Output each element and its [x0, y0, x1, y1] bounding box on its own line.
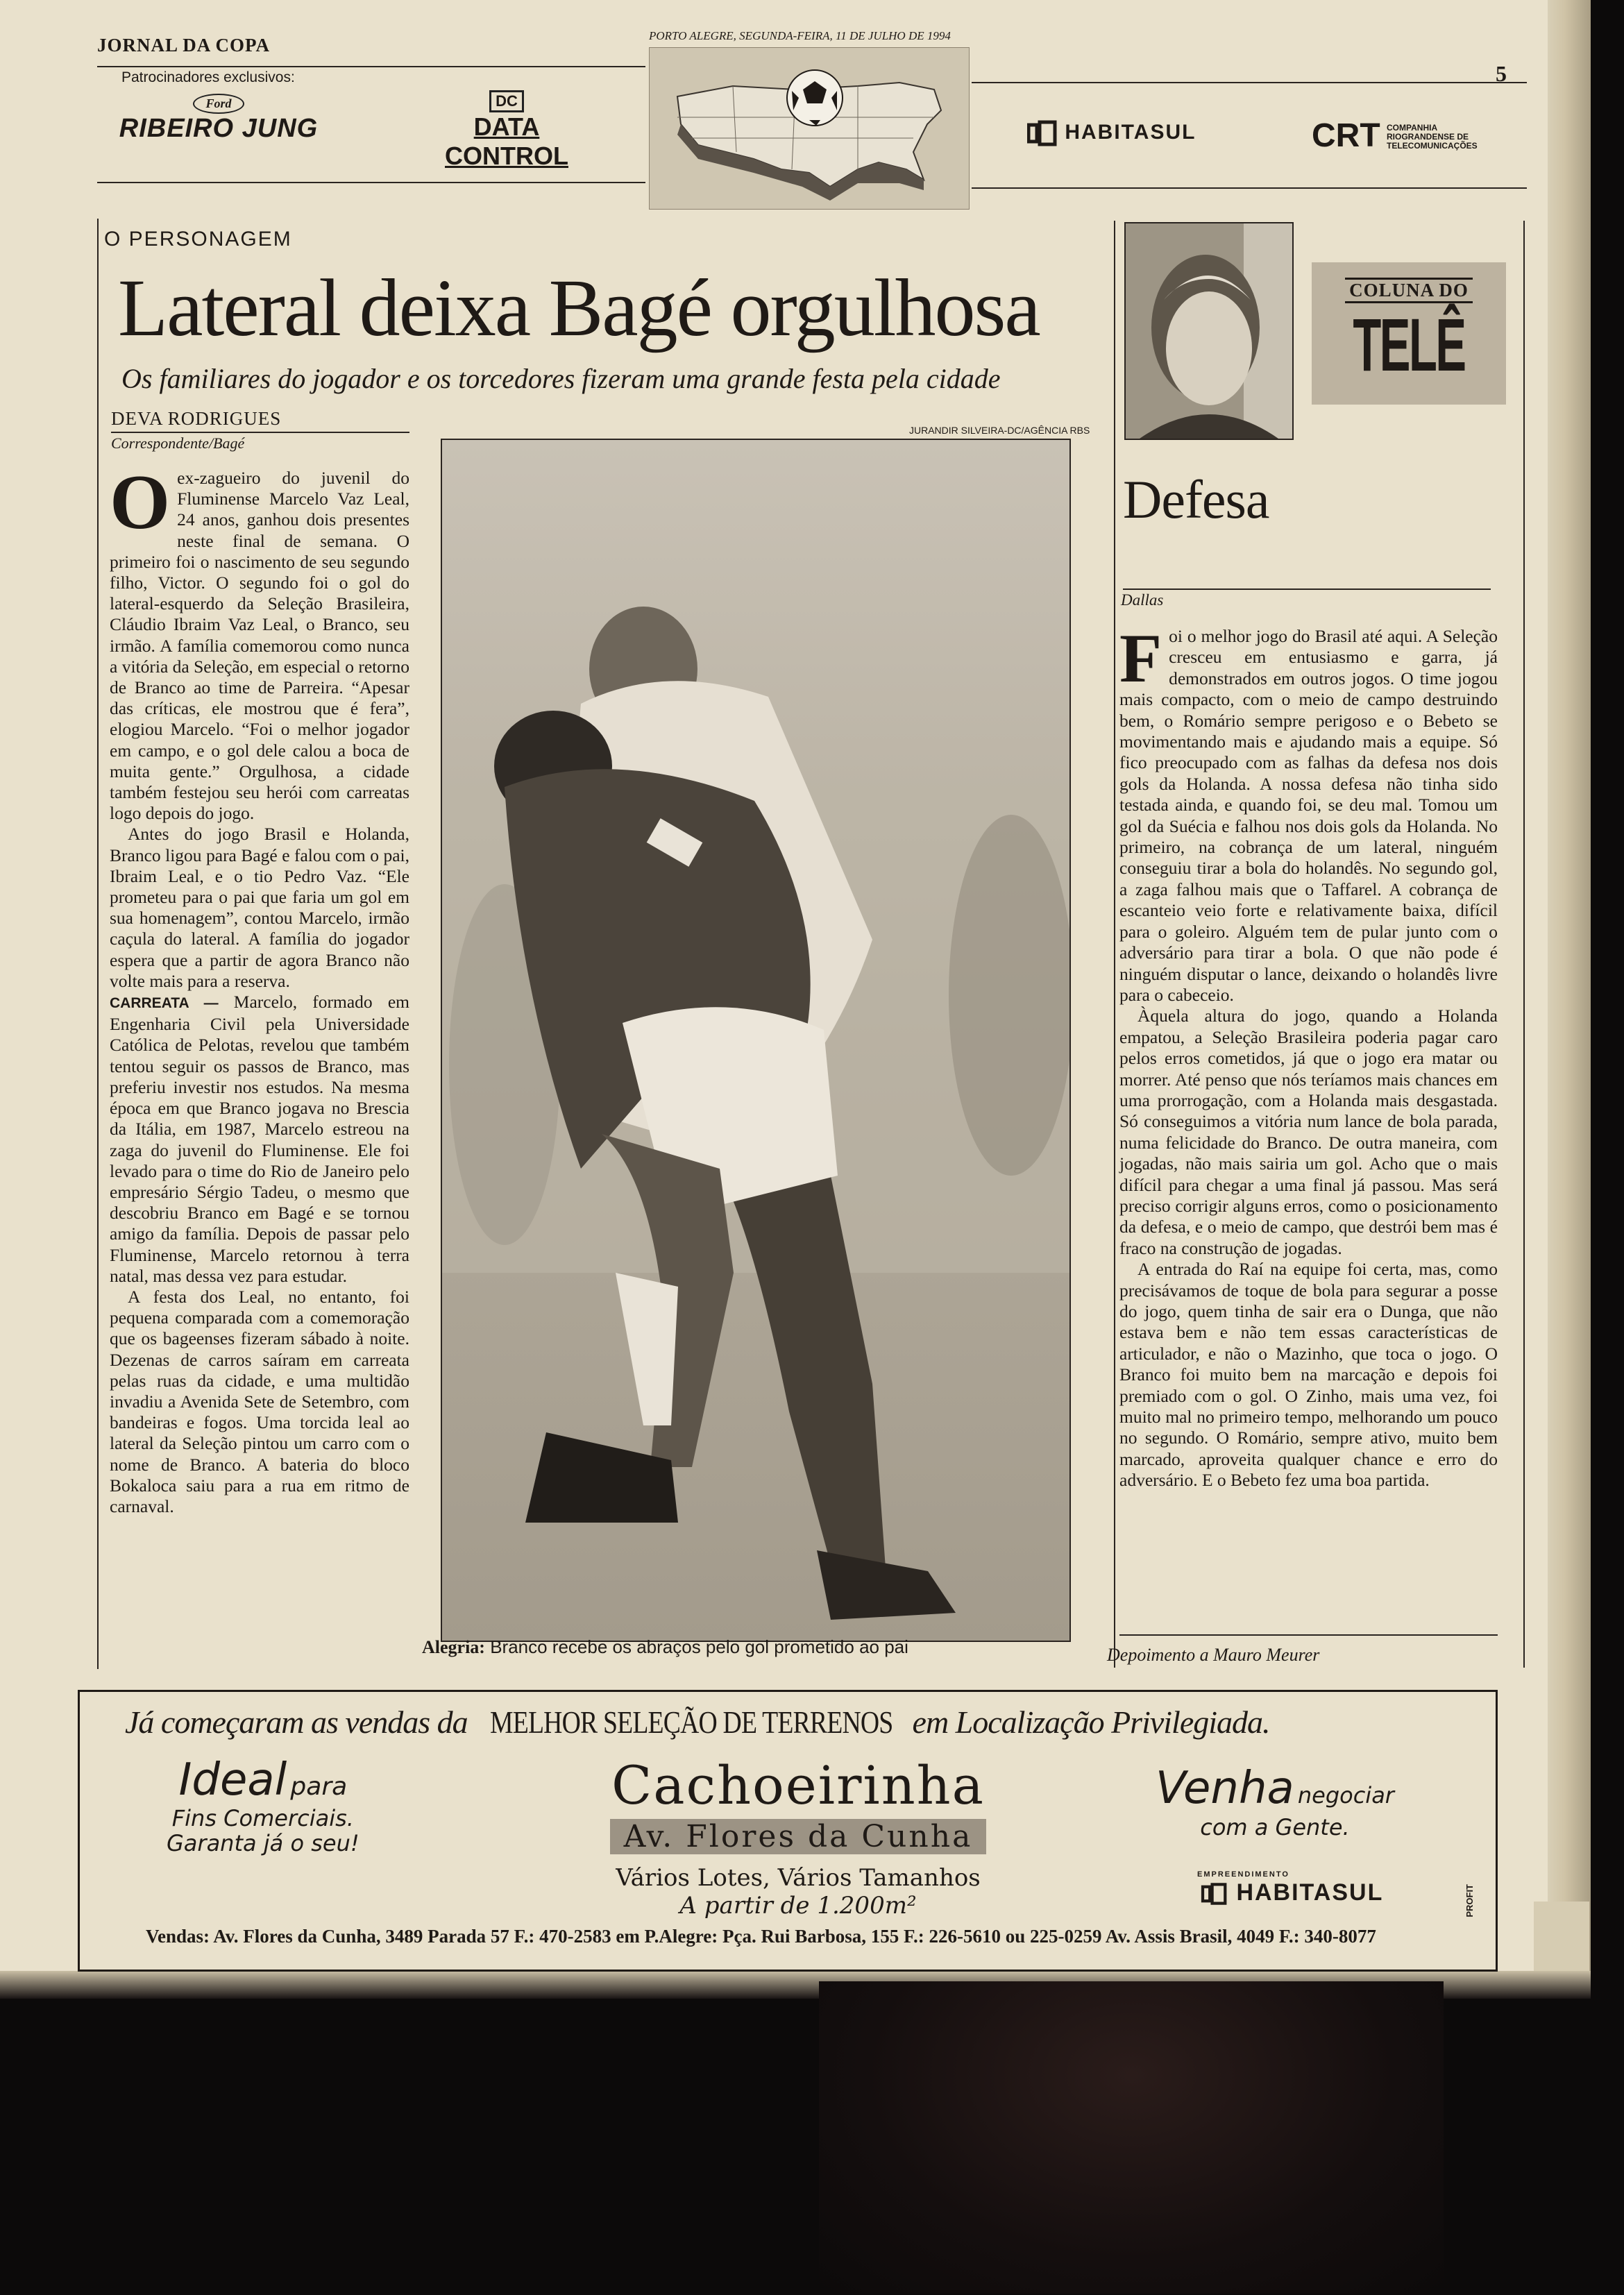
- ad-sales-addresses: Vendas: Av. Flores da Cunha, 3489 Parada 57 F.: 470-2583 em P.Alegre: Pça. Rui Barbosa, 155 F.: 226-5610 ou 225-0259 Av. Assis Brasil, 4049 F.: 340-8077: [146, 1926, 1376, 1947]
- ad-ideal-para: para: [290, 1772, 348, 1801]
- column-paragraph: Àquela altura do jogo, quando a Holanda empatou, a Seleção Brasileira poderia pagar caro pelos erros cometidos, já que o jogo era matar ou morrer. Até penso que nós teríamos mais chances em uma prorrogação, com a Holanda mais desgastada. Só conseguimos a vitória num lance de bola parada, numa felicidade do Branco. De outra maneira, com jogadas, não mais sairia um gol. Acho que o mais difícil para chegar a uma final já passou. Mas será preciso corrigir alguns erros, como o posicionamento da defesa, e o meio de campo, que destrói bem mas é fraco na construção de jogadas.: [1119, 1006, 1498, 1258]
- ad-headline-part: em Localização Privilegiada.: [912, 1704, 1270, 1740]
- crt-subtitle: COMPANHIA RIOGRANDENSE DE TELECOMUNICAÇÕES: [1387, 123, 1478, 151]
- sponsor-ribeiro-jung: [118, 94, 319, 144]
- drop-cap: F: [1119, 620, 1162, 697]
- caption-text: Branco recebe os abraços pelo gol prometido ao pai: [490, 1636, 908, 1657]
- paragraph-text: oi o melhor jogo do Brasil até aqui. A Seleção cresceu em entusiasmo e garra, já demonstrados em outros jogos. O time jogou mais compacto, com o meio de campo destruindo bem, o Romário sempre perigoso e o Bebeto se movimentando mais e ajudando mais a equipe. Só fico preocupado com as falhas da defesa nos dois gols da Holanda. A nossa defesa não tinha sido testada ainda, e quando foi, se deu mal. Tomou um gol da Suécia e falhou nos dois gols da Holanda. No primeiro, na cobrança de um lateral, ninguém conseguiu tirar a bola do holandês. No segundo gol, a zaga falhou mais que o Taffarel. A cobrança de escanteio veio forte e relativamente baixa, difícil para o goleiro. Alguém tem de pular junto com o adversário para tirar a bola. O que não pode é ninguém disputar o lance, deixando o holandês livre para o cabeceio.: [1119, 626, 1498, 1005]
- article-kicker: O PERSONAGEM: [104, 228, 292, 251]
- column-paragraph: [1119, 620, 1498, 1006]
- ad-lots: Vários Lotes, Vários Tamanhos: [616, 1864, 981, 1892]
- byline-role: Correspondente/Bagé: [111, 434, 245, 452]
- column-headline: Defesa: [1123, 469, 1269, 530]
- hand-silhouette: [819, 1981, 1444, 2294]
- news-photo: [441, 439, 1071, 1642]
- habitasul-logo-icon: [1027, 119, 1058, 147]
- page-number: 5: [1496, 61, 1507, 86]
- columnist-portrait: [1124, 222, 1294, 440]
- usa-map-graphic: [649, 47, 970, 210]
- article-paragraph: [110, 459, 409, 824]
- habitasul-logo-icon: [1201, 1882, 1228, 1906]
- column-dateline: Dallas: [1121, 591, 1164, 609]
- header-rule: [972, 82, 1527, 83]
- portrait-photo: [1126, 223, 1292, 439]
- article-subhead: Os familiares do jogador e os torcedores fizeram uma grande festa pela cidade: [121, 363, 1001, 394]
- column-paragraph: A entrada do Raí na equipe foi certa, mas, como precisávamos de toque de bola para segurar a posse do jogo, quem tinha de sair era o Dunga, que não estava bem e não tem essas características de articulador, e não o Mazinho, que toca o jogo. O Branco foi muito bem na marcação e depois foi premiado com o gol. O Zinho, mais uma vez, foi muito mal no primeiro tempo, melhorando um pouco no segundo. O Romário, sempre ativo, muito bem marcado, aproveita qualquer chance e erro do adversário. E o Bebeto fez uma boa partida.: [1119, 1259, 1498, 1491]
- article-body: [110, 459, 410, 1517]
- ad-ideal-line: Garanta já o seu!: [167, 1830, 360, 1856]
- article-headline: Lateral deixa Bagé orgulhosa: [118, 262, 1040, 353]
- ad-city: Cachoeirinha: [611, 1754, 985, 1816]
- photo-credit: JURANDIR SILVEIRA-DC/AGÊNCIA RBS: [909, 425, 1090, 436]
- ad-headline-part: Já começaram as vendas da: [125, 1704, 468, 1740]
- ad-venha-negociar: negociar: [1297, 1782, 1394, 1809]
- article-paragraph: [110, 992, 409, 1287]
- players-hugging-photo: [442, 440, 1069, 1641]
- article-paragraph: Antes do jogo Brasil e Holanda, Branco ligou para Bagé e falou com o pai, Ibraim Leal, e o tio Pedro Vaz. “Ele prometeu para o pai que faria um gol em sua homenagem”, contou Marcelo, irmão caçula do lateral. A família do jogador espera que a partir de agora Branco não volte mais para a reserva.: [110, 824, 409, 991]
- ad-location-block: [527, 1754, 1069, 1920]
- ad-price-from: A partir de 1.200m²: [679, 1892, 917, 1920]
- header-rule: [97, 66, 645, 67]
- byline-rule: [111, 432, 409, 433]
- paragraph-text: ex-zagueiro do juvenil do Fluminense Marcelo Vaz Leal, 24 anos, ganhou dois presentes neste final de semana. O primeiro foi o nascimento de seu segundo filho, Victor. O segundo foi o gol do lateral-esquerdo da Seleção Brasileira, Cláudio Ibraim Vaz Leal, o Branco, seu irmão. A família comemorou como nunca a vitória da Seleção, em especial o retorno de Branco ao time de Parreira. “Apesar das críticas, ele mostrou que é fera”, elogiou Marcelo. “Foi o melhor jogador em campo, e o gol dele calou a boca de muita gente.” Orgulhosa, a cidade também festejou seu herói com carreatas logo depois do jogo.: [110, 468, 409, 824]
- ad-agency-mark: PROFIT: [1464, 1884, 1475, 1917]
- sponsor-data-control: [413, 90, 600, 171]
- article-paragraph: A festa dos Leal, no entanto, foi pequena comparada com a comemoração que os bageenses fizeram sábado à noite. Dezenas de carros saíram em carreata pelas ruas da cidade, e uma multidão invadiu a Avenida Sete de Setembro, com bandeiras e fogos. Uma torcida leal ao lateral da Seleção pintou um carro com o nome de Branco. A bateria do bloco Bokaloca saiu para a rua em ritmo de carnaval.: [110, 1286, 409, 1516]
- section-title: JORNAL DA COPA: [97, 35, 271, 56]
- ad-headline: [125, 1704, 1270, 1741]
- column-body: [1119, 620, 1498, 1491]
- ad-venha-sub: com a Gente.: [1200, 1814, 1350, 1840]
- habitasul-name: HABITASUL: [1065, 120, 1196, 144]
- ad-ideal: Ideal: [178, 1754, 287, 1806]
- ad-venha-block: [1156, 1763, 1394, 1840]
- sponsor-habitasul: [1027, 119, 1196, 147]
- photo-caption: [422, 1636, 908, 1658]
- ad-habitasul-logo: [1201, 1879, 1383, 1906]
- sponsors-label: Patrocinadores exclusivos:: [121, 69, 295, 85]
- ford-logo: Ford: [193, 94, 244, 114]
- column-badge-title: COLUNA DO: [1345, 278, 1473, 303]
- ad-empreendimento: EMPREENDIMENTO: [1197, 1870, 1289, 1879]
- ribeiro-jung-logo: RIBEIRO JUNG: [119, 114, 319, 143]
- paper-edge: [1548, 0, 1591, 1990]
- article-byline: DEVA RODRIGUES: [111, 408, 282, 429]
- column-badge-name: TELÊ: [1353, 303, 1465, 387]
- inline-subtitle: CARREATA —: [110, 995, 219, 1012]
- header-rule: [97, 182, 645, 183]
- ad-ideal-block: [167, 1754, 360, 1856]
- dc-logo: DC: [489, 90, 524, 112]
- article-border: [97, 219, 99, 1669]
- sponsor-crt: CRT: [1312, 117, 1380, 154]
- ad-ideal-line: Fins Comerciais.: [171, 1805, 354, 1831]
- caption-label: Alegria:: [422, 1637, 485, 1657]
- data-control-logo: DATA CONTROL: [445, 112, 568, 170]
- column-footer-rule: [1119, 1634, 1498, 1636]
- column-badge: [1312, 262, 1506, 405]
- ad-venha: Venha: [1156, 1763, 1294, 1814]
- column-footer: Depoimento a Mauro Meurer: [1107, 1645, 1320, 1665]
- ad-habitasul-name: HABITASUL: [1236, 1879, 1384, 1906]
- issue-dateline: PORTO ALEGRE, SEGUNDA-FEIRA, 11 DE JULHO DE 1994: [649, 29, 951, 42]
- ad-headline-part: MELHOR SELEÇÃO DE TERRENOS: [490, 1704, 893, 1740]
- header-rule: [972, 187, 1527, 189]
- drop-cap: O: [110, 459, 171, 545]
- column-rule: [1123, 588, 1491, 590]
- usa-map-icon: [650, 48, 969, 209]
- ad-street: Av. Flores da Cunha: [610, 1819, 987, 1854]
- paragraph-text: Marcelo, formado em Engenharia Civil pela Universidade Católica de Pelotas, revelou que também tentou seguir os passos de Branco, mas preferiu investir nos estudos. Na mesma época em que Branco jogava no Brescia da Itália, em 1987, Marcelo estreou na zaga do juvenil do Fluminense. Ele foi levado para o time do Rio de Janeiro pelo empresário Sérgio Tadeu, o mesmo que descobriu Branco em Bagé e se tornou amigo da família. Depois de passar pelo Fluminense, Marcelo retornou à terra natal, mas dessa vez para estudar.: [110, 992, 410, 1286]
